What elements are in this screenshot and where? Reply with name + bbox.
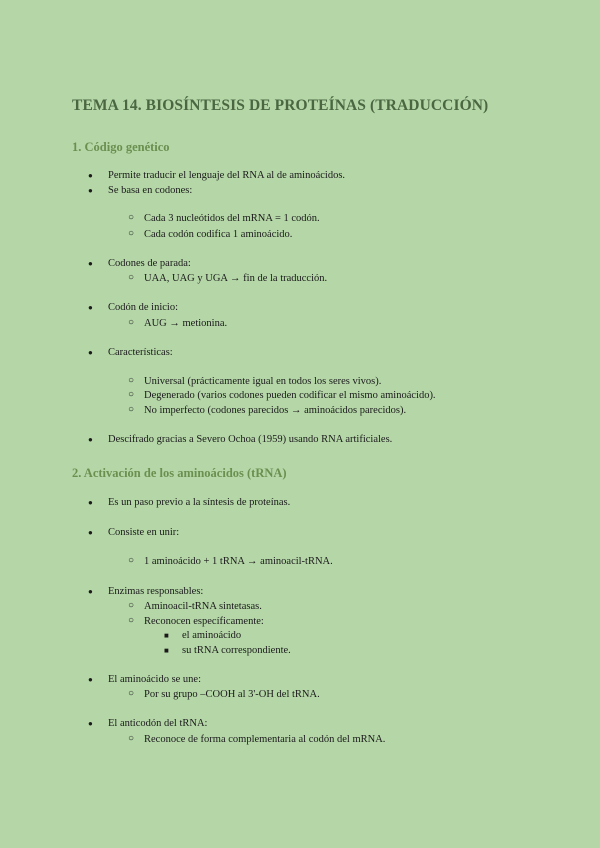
list-item-text: Codones de parada: [108,258,191,269]
circle-marker: ○ [128,317,135,328]
bullet-marker: ● [88,259,93,268]
list-item-text: Permite traducir el lenguaje del RNA al de aminoácidos. [108,170,346,181]
list-item-text: Enzimas responsables: [108,586,204,597]
bullet-marker: ● [88,435,93,444]
bullet-marker: ● [88,171,93,180]
list-item-text: No imperfecto (codones parecidos → aminoácidos parecidos). [144,405,407,416]
list-item-text: El anticodón del tRNA: [108,718,208,729]
bullet-marker: ● [88,303,93,312]
circle-marker: ○ [128,615,135,626]
circle-marker: ○ [128,600,135,611]
page-title: TEMA 14. BIOSÍNTESIS DE PROTEÍNAS (TRADUCCIÓN) [72,97,489,114]
bullet-marker: ● [88,186,93,195]
circle-marker: ○ [128,375,135,386]
list-item-text: Codón de inicio: [108,302,178,313]
list-item-text: Aminoacil-tRNA sintetasas. [144,601,262,612]
bullet-marker: ● [88,587,93,596]
square-marker: ■ [164,646,169,655]
list-item-text: Cada 3 nucleótidos del mRNA = 1 codón. [144,213,320,224]
list-item-text: Degenerado (varios codones pueden codificar el mismo aminoácido). [144,390,436,401]
list-item-text: Se basa en codones: [108,185,193,196]
circle-marker: ○ [128,389,135,400]
circle-marker: ○ [128,733,135,744]
list-item-text: 1 aminoácido + 1 tRNA → aminoacil-tRNA. [144,556,333,567]
list-item-text: AUG → metionina. [144,318,228,329]
bullet-marker: ● [88,719,93,728]
circle-marker: ○ [128,272,135,283]
list-item-text: Descifrado gracias a Severo Ochoa (1959) usando RNA artificiales. [108,434,393,445]
bullet-marker: ● [88,348,93,357]
list-item-text: UAA, UAG y UGA → fin de la traducción. [144,273,328,284]
list-item-text: Consiste en unir: [108,527,180,538]
list-item-text: Es un paso previo a la síntesis de proteínas. [108,497,291,508]
square-marker: ■ [164,631,169,640]
list-item-text: Reconoce de forma complementaria al codón del mRNA. [144,734,386,745]
circle-marker: ○ [128,212,135,223]
bullet-marker: ● [88,528,93,537]
bullet-marker: ● [88,498,93,507]
list-item-text: Características: [108,347,173,358]
circle-marker: ○ [128,555,135,566]
list-item-text: Reconocen específicamente: [144,616,264,627]
list-item-text: Universal (prácticamente igual en todos los seres vivos). [144,376,382,387]
list-item-text: su tRNA correspondiente. [182,645,291,656]
circle-marker: ○ [128,404,135,415]
list-item-text: El aminoácido se une: [108,674,202,685]
list-item-text: Por su grupo –COOH al 3'-OH del tRNA. [144,689,320,700]
section-heading-activacion: 2. Activación de los aminoácidos (tRNA) [72,466,287,480]
circle-marker: ○ [128,688,135,699]
bullet-marker: ● [88,675,93,684]
section-heading-codigo-genetico: 1. Código genético [72,140,170,154]
list-item-text: el aminoácido [182,630,242,641]
circle-marker: ○ [128,228,135,239]
list-item-text: Cada codón codifica 1 aminoácido. [144,229,293,240]
